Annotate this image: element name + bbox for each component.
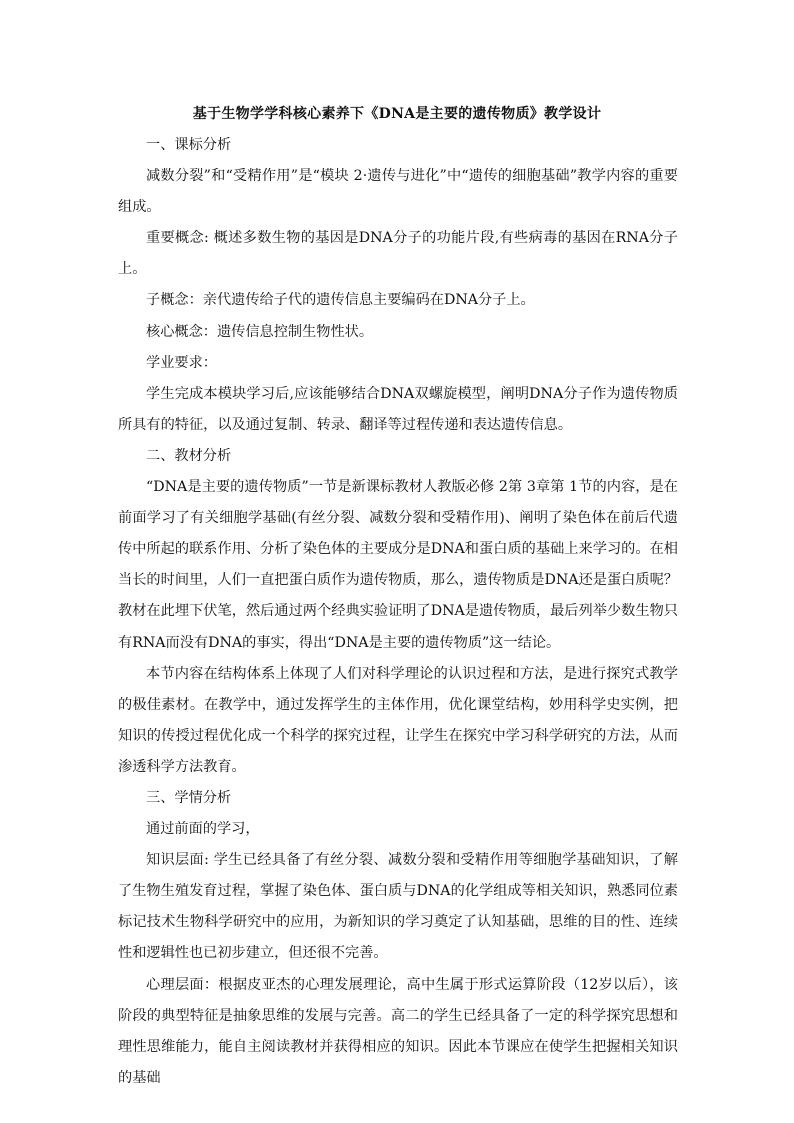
paragraph: 心理层面：根据皮亚杰的心理发展理论，高中生属于形式运算阶段（12岁以后），该阶段的典型特征是抽象思维的发展与完善。高二的学生已经具备了一定的科学探究思想和理性思维能力，能自主阅读教材并获得相应的知识。因此本节课应在使学生把握相关知识的基础 [118,976,678,1086]
paragraph: 子概念：亲代遗传给子代的遗传信息主要编码在DNA分子上。 [146,292,535,309]
paragraph: 减数分裂”和“受精作用”是“模块 2·遗传与进化”中“遗传的细胞基础”教学内容的重要组成。 [118,168,678,216]
paragraph: 知识层面: 学生已经具备了有丝分裂、减数分裂和受精作用等细胞学基础知识，了解了生物生殖发育过程，掌握了染色体、蛋白质与DNA的化学组成等相关知识，熟悉同位素标记技术生物科学研究中的应用，为新知识的学习奠定了认知基础，思维的目的性、连续性和逻辑性也已初步建立，但还很不完善。 [118,852,678,962]
document-body [118,130,678,1094]
section-heading-curriculum: 一、课标分析 [146,137,232,153]
paragraph: 学业要求： [146,354,217,371]
paragraph: 重要概念: 概述多数生物的基因是DNA分子的功能片段,有些病毒的基因在RNA分子上。 [118,230,678,278]
paragraph: “DNA是主要的遗传物质”一节是新课标教材人教版必修 2第 3章第 1节的内容，是在前面学习了有关细胞学基础(有丝分裂、减数分裂和受精作用)、阐明了染色体在前后代遗传中所起的联系作用、分析了染色体的主要成分是DNA和蛋白质的基础上来学习的。在相当长的时间里，人们一直把蛋白质作为遗传物质，那么，遗传物质是DNA还是蛋白质呢？教材在此埋下伏笔，然后通过两个经典实验证明了DNA是遗传物质，最后列举少数生物只有RNA而没有DNA的事实，得出“DNA是主要的遗传物质”这一结论。 [118,479,678,651]
paragraph: 核心概念：遗传信息控制生物性状。 [146,323,374,340]
paragraph: 本节内容在结构体系上体现了人们对科学理论的认识过程和方法，是进行探究式教学的极佳素材。在教学中，通过发挥学生的主体作用，优化课堂结构，妙用科学史实例，把知识的传授过程优化成一个科学的探究过程，让学生在探究中学习科学研究的方法，从而渗透科学方法教育。 [118,665,678,775]
document-title: 基于生物学学科核心素养下《DNA是主要的遗传物质》教学设计 [192,106,602,122]
section-heading-textbook: 二、教材分析 [146,447,232,464]
section-heading-students: 三、学情分析 [146,789,232,806]
paragraph: 通过前面的学习， [146,821,260,838]
paragraph: 学生完成本模块学习后,应该能够结合DNA双螺旋模型，阐明DNA分子作为遗传物质所具有的特征，以及通过复制、转录、翻译等过程传递和表达遗传信息。 [118,385,678,433]
